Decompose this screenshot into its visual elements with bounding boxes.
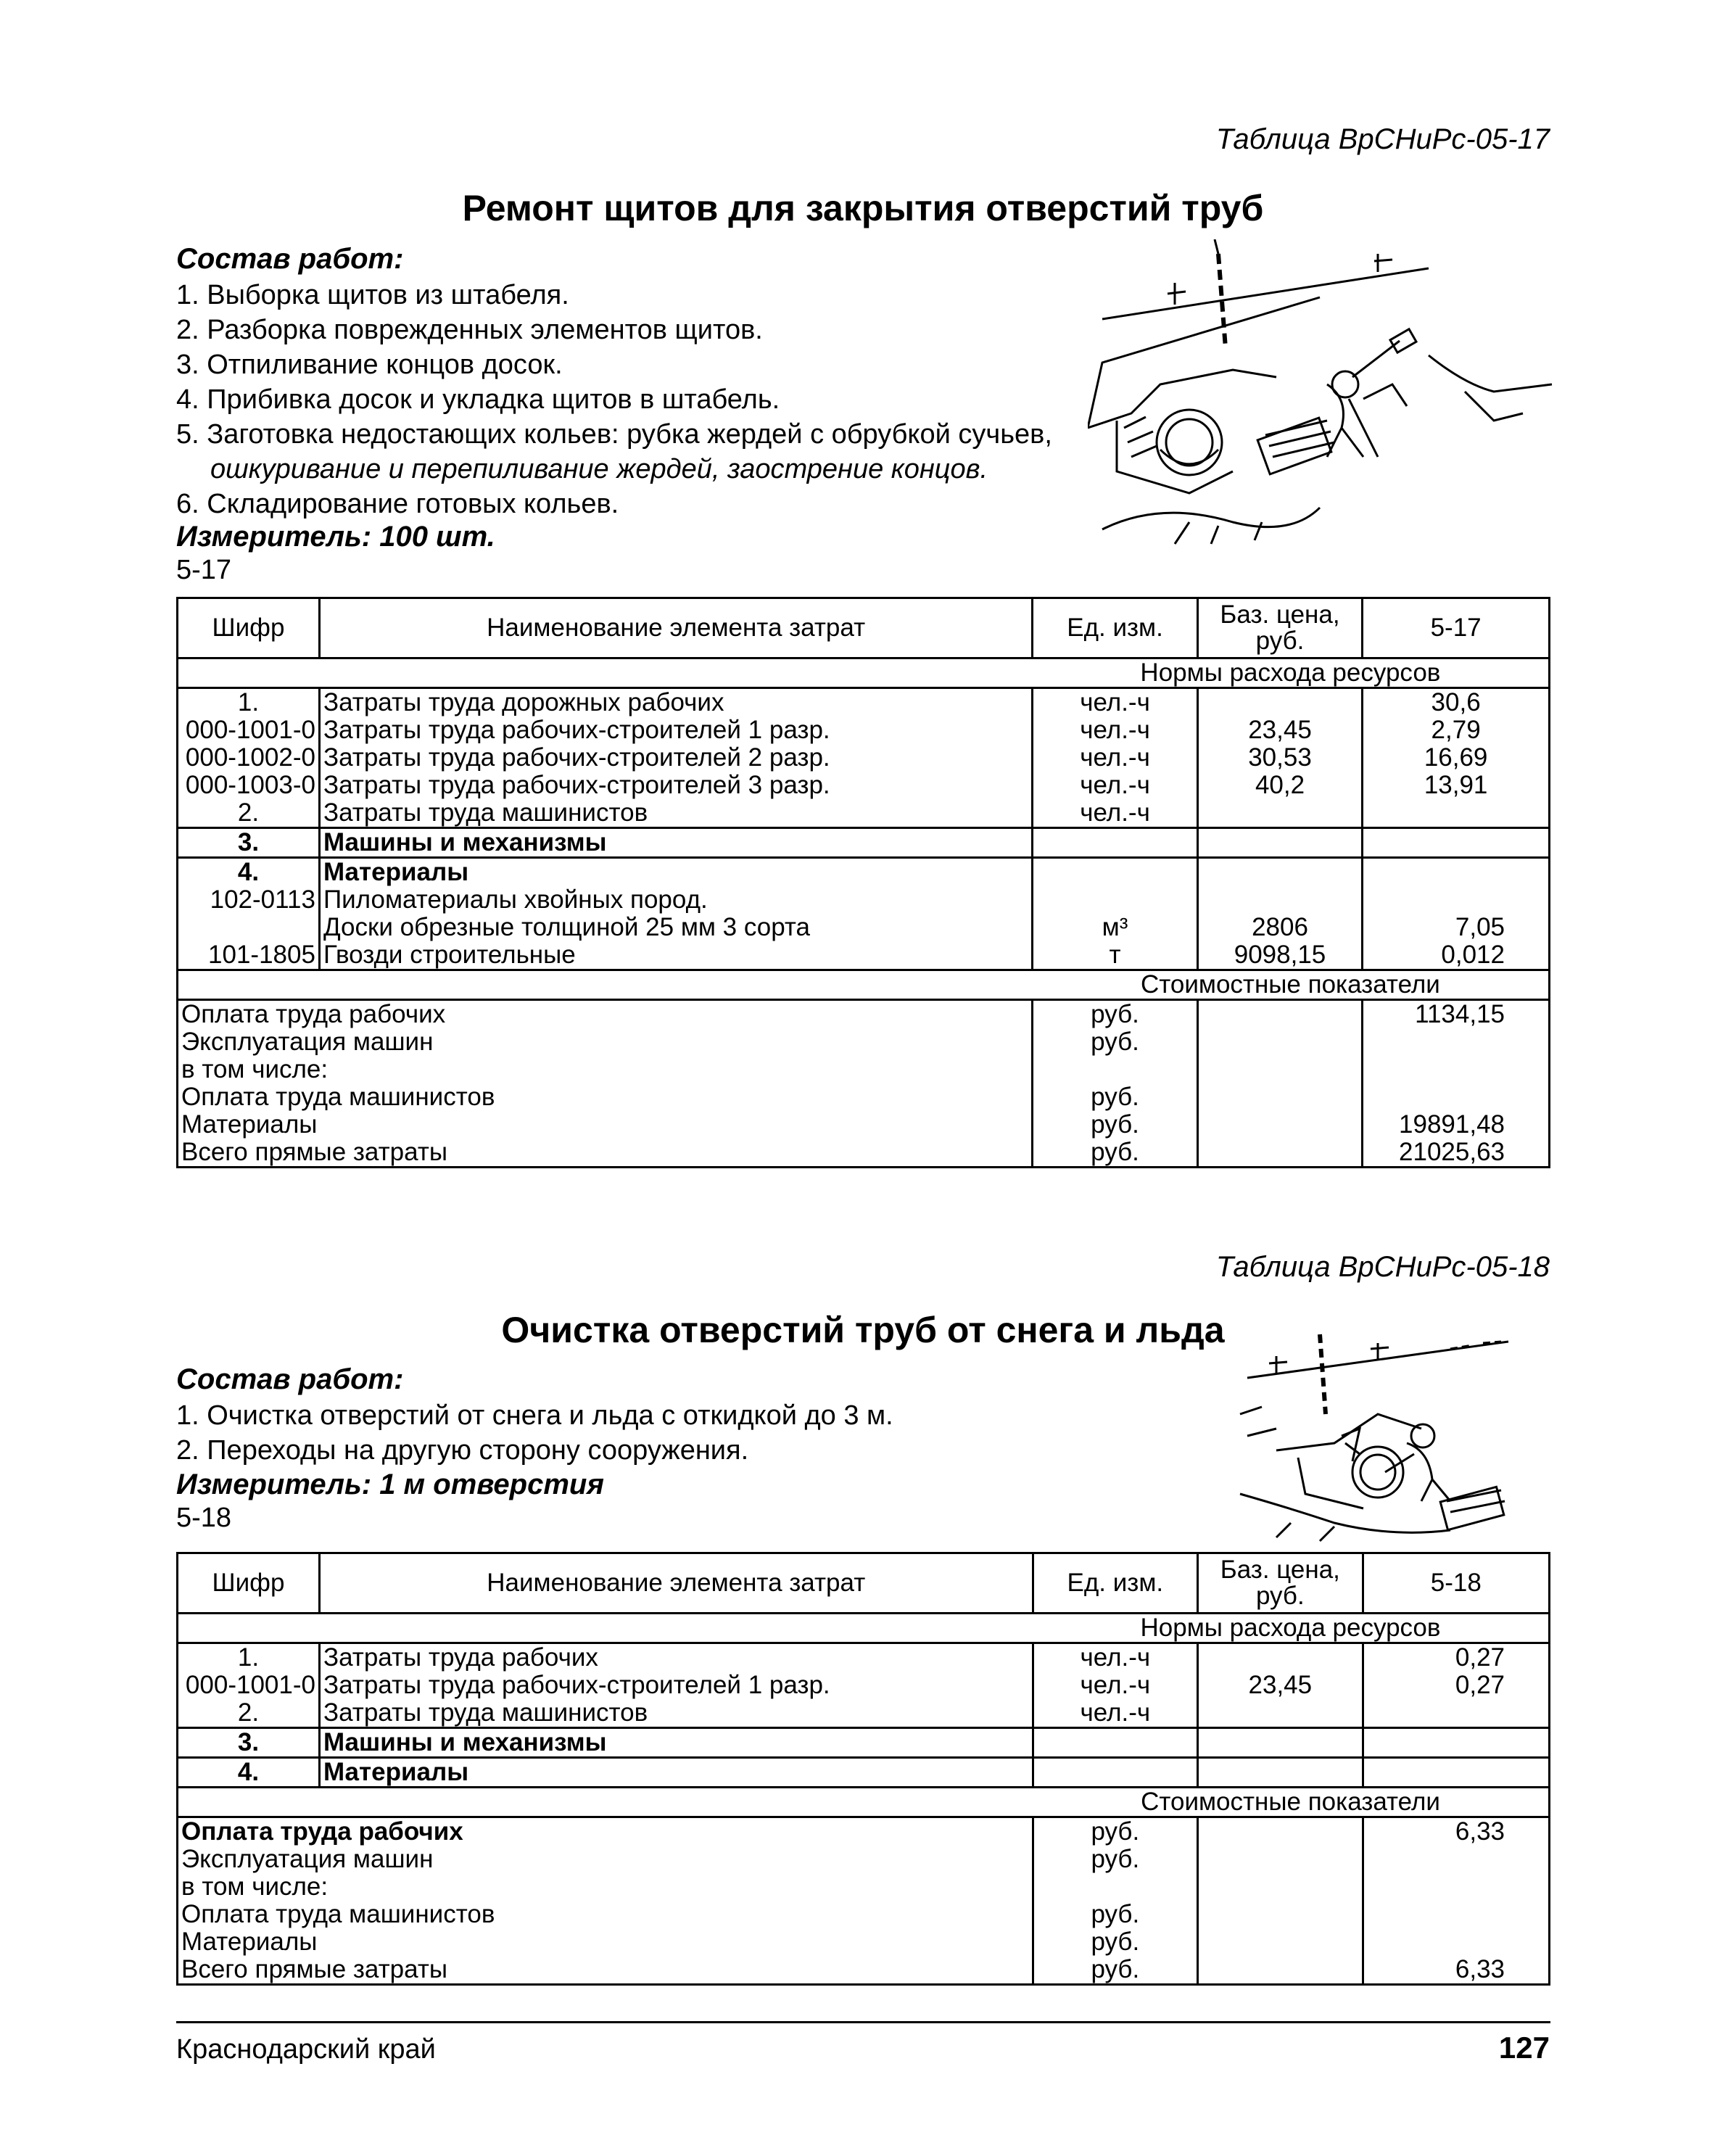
table-code: 5-17 — [176, 555, 232, 585]
composition-heading: Состав работ: — [176, 1363, 404, 1395]
section-title: Очистка отверстий труб от снега и льда — [501, 1310, 1225, 1350]
table-row: 000-1002-0 Затраты труда рабочих-строителей 2 разр. чел.-ч 30,53 16,69 — [178, 744, 1550, 772]
resource-norms-table — [176, 1552, 1550, 1986]
col-header-price: Баз. цена, руб. — [1197, 598, 1362, 658]
work-item: ошкуривание и перепиливание жердей, заострение концов. — [210, 454, 988, 484]
footer-divider — [176, 2021, 1550, 2023]
table-header-row — [178, 1553, 1550, 1614]
section-title: Ремонт щитов для закрытия отверстий труб — [462, 188, 1264, 228]
col-header-value: 5-17 — [1363, 598, 1550, 658]
work-item: 4. Прибивка досок и укладка щитов в штабель. — [176, 384, 780, 415]
table-row: 4. Материалы — [178, 858, 1550, 887]
work-item: 5. Заготовка недостающих кольев: рубка жердей с обрубкой сучьев, — [176, 419, 1052, 450]
work-list — [176, 1398, 893, 1468]
composition-heading: Состав работ: — [176, 243, 404, 275]
cost-row: Эксплуатация машин руб. — [178, 1028, 1550, 1056]
measure-unit: Измеритель: 1 м отверстия — [176, 1469, 604, 1500]
cost-row: в том числе: — [178, 1873, 1550, 1901]
cost-row: Всего прямые затраты руб. 21025,63 — [178, 1139, 1550, 1168]
table-row: 3. Машины и механизмы — [178, 828, 1550, 858]
table-row: 2. Затраты труда машинистов чел.-ч — [178, 799, 1550, 828]
table-row: 000-1001-0 Затраты труда рабочих-строителей 1 разр. чел.-ч 23,45 0,27 — [178, 1672, 1550, 1699]
cost-row: Оплата труда машинистов руб. — [178, 1083, 1550, 1111]
cost-row: Материалы руб. 19891,48 — [178, 1111, 1550, 1139]
table-row: 000-1001-0 Затраты труда рабочих-строителей 1 разр. чел.-ч 23,45 2,79 — [178, 716, 1550, 744]
table-row: 1. Затраты труда дорожных рабочих чел.-ч 30,6 — [178, 688, 1550, 717]
cost-row: Эксплуатация машин руб. — [178, 1846, 1550, 1873]
cost-row: Оплата труда рабочих руб. 6,33 — [178, 1817, 1550, 1846]
work-item: 1. Очистка отверстий от снега и льда с откидкой до 3 м. — [176, 1400, 893, 1431]
page-number: 127 — [1498, 2031, 1550, 2065]
cost-caption: Стоимостные показатели — [1033, 1788, 1549, 1817]
table-row: 4. Материалы — [178, 1758, 1550, 1788]
work-list — [176, 278, 1052, 521]
table-header-row — [178, 598, 1550, 658]
col-header-name: Наименование элемента затрат — [319, 598, 1032, 658]
work-item: 6. Складирование готовых кольев. — [176, 489, 619, 519]
table-row: 101-1805 Гвозди строительные т 9098,15 0,012 — [178, 941, 1550, 970]
footer-region: Краснодарский край — [176, 2034, 436, 2065]
table-label: Таблица ВрСНиРс-05-18 — [1215, 1251, 1550, 1283]
measure-unit: Измеритель: 100 шт. — [176, 521, 495, 553]
norms-caption: Нормы расхода ресурсов — [1033, 658, 1550, 688]
table-row: 2. Затраты труда машинистов чел.-ч — [178, 1699, 1550, 1728]
col-header-price: Баз. цена, руб. — [1198, 1553, 1363, 1614]
table-code: 5-18 — [176, 1503, 232, 1533]
section-caption-row — [178, 658, 1550, 688]
table-row: 102-0113 Пиломатериалы хвойных пород. — [178, 886, 1550, 914]
table-row: 1. Затраты труда рабочих чел.-ч 0,27 — [178, 1643, 1550, 1672]
cost-row: Всего прямые затраты руб. 6,33 — [178, 1956, 1550, 1985]
snow-clearing-illustration — [1233, 1327, 1537, 1545]
section-caption-row — [178, 970, 1550, 1000]
cost-row: в том числе: — [178, 1056, 1550, 1083]
work-item: 1. Выборка щитов из штабеля. — [176, 280, 569, 310]
cost-row: Материалы руб. — [178, 1928, 1550, 1956]
work-item: 2. Переходы на другую сторону сооружения. — [176, 1435, 749, 1466]
col-header-unit: Ед. изм. — [1033, 1553, 1198, 1614]
col-header-code: Шифр — [178, 1553, 320, 1614]
norms-caption: Нормы расхода ресурсов — [1033, 1614, 1549, 1643]
work-item: 2. Разборка поврежденных элементов щитов. — [176, 315, 763, 345]
col-header-unit: Ед. изм. — [1033, 598, 1197, 658]
section-caption-row — [178, 1788, 1550, 1817]
col-header-value: 5-18 — [1363, 1553, 1549, 1614]
work-item: 3. Отпиливание концов досок. — [176, 350, 563, 380]
table-row: Доски обрезные толщиной 25 мм 3 сорта м³ 2806 7,05 — [178, 914, 1550, 941]
cost-row: Оплата труда машинистов руб. — [178, 1901, 1550, 1928]
worker-repair-illustration — [1088, 239, 1566, 566]
section-caption-row — [178, 1614, 1550, 1643]
col-header-name: Наименование элемента затрат — [319, 1553, 1033, 1614]
table-row: 000-1003-0 Затраты труда рабочих-строителей 3 разр. чел.-ч 40,2 13,91 — [178, 772, 1550, 799]
cost-row: Оплата труда рабочих руб. 1134,15 — [178, 1000, 1550, 1029]
table-row: 3. Машины и механизмы — [178, 1728, 1550, 1758]
table-label: Таблица ВрСНиРс-05-17 — [1215, 123, 1550, 155]
resource-norms-table — [176, 597, 1550, 1168]
col-header-code: Шифр — [178, 598, 320, 658]
cost-caption: Стоимостные показатели — [1033, 970, 1550, 1000]
